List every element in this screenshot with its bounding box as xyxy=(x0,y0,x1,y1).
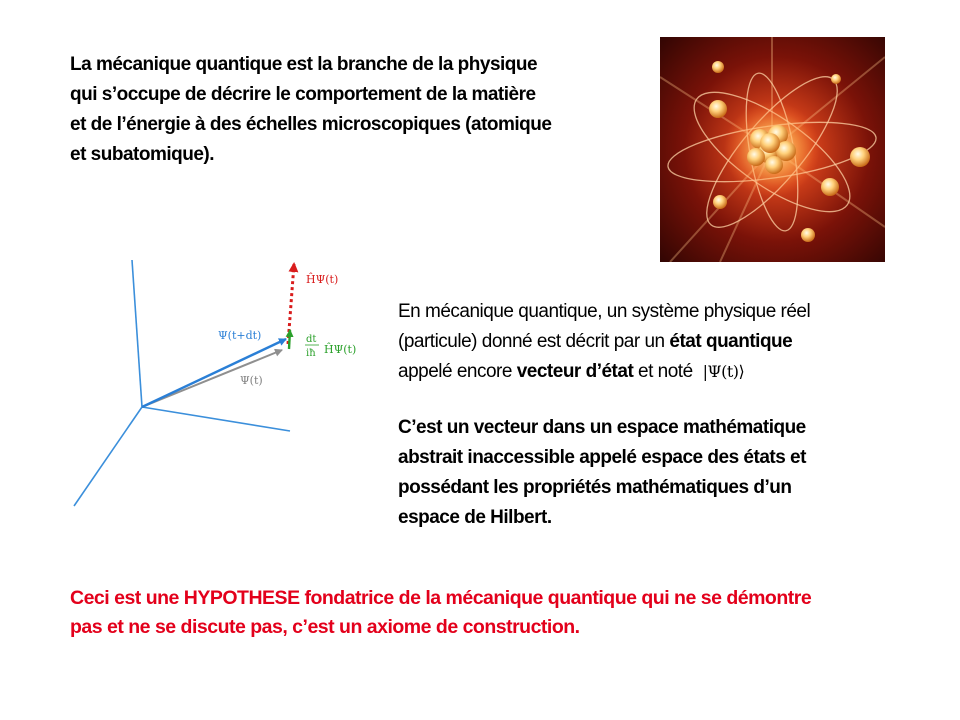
hypothesis-line: pas et ne se discute pas, c’est un axiome de construction. xyxy=(70,616,580,638)
green-vector xyxy=(289,330,290,349)
label-h-psi: ĤΨ(t) xyxy=(306,273,339,286)
state-line-3 xyxy=(398,357,918,387)
state-line-2 xyxy=(398,327,918,357)
vecteur-etat-term: vecteur d’état xyxy=(516,361,634,382)
intro-line: et de l’énergie à des échelles microscopiques (atomique xyxy=(70,114,552,135)
state-text: En mécanique quantique, un système physique réel xyxy=(398,301,811,322)
hilbert-line-2 xyxy=(398,443,918,473)
label-dt: dt xyxy=(306,334,317,345)
hilbert-paragraph xyxy=(398,413,918,533)
label-psi-t: Ψ(t) xyxy=(240,374,263,387)
hilbert-text: espace de Hilbert. xyxy=(398,507,552,528)
hypothesis-statement xyxy=(70,584,910,642)
intro-line: qui s’occupe de décrire le comportement de la matière xyxy=(70,84,536,105)
state-line-1 xyxy=(398,297,918,327)
intro-line: et subatomique). xyxy=(70,144,215,165)
espace-des-etats-term: espace des états xyxy=(641,447,786,468)
label-h-psi-small: ĤΨ(t) xyxy=(324,343,357,356)
hypothesis-line: Ceci est une HYPOTHESE fondatrice de la mécanique quantique qui ne se démontre xyxy=(70,587,812,609)
etat-quantique-term: état quantique xyxy=(669,331,793,352)
state-paragraph xyxy=(398,297,918,387)
hilbert-text: abstrait inaccessible appelé xyxy=(398,447,642,468)
ket-notation: |Ψ(t)⟩ xyxy=(702,362,745,381)
hilbert-line-3 xyxy=(398,473,918,503)
psi-t-dt-vector xyxy=(142,339,286,407)
hilbert-text: possédant les propriétés mathématiques d’un xyxy=(398,477,792,498)
state-text: et noté xyxy=(633,361,693,382)
label-psi-t-dt: Ψ(t+dt) xyxy=(218,329,262,342)
intro-line: La mécanique quantique est la branche de la physique xyxy=(70,54,538,75)
hilbert-line-1 xyxy=(398,413,918,443)
hilbert-text: C’est un vecteur dans un espace mathématique xyxy=(398,417,806,438)
label-ih: iħ xyxy=(306,348,316,359)
state-text: (particule) donné est décrit par un xyxy=(398,331,670,352)
hilbert-line-4 xyxy=(398,503,918,533)
intro-paragraph xyxy=(70,50,630,170)
hilbert-text: et xyxy=(785,447,806,468)
state-text: appelé encore xyxy=(398,361,517,382)
state-vector-diagram xyxy=(60,250,380,515)
atom-image xyxy=(660,37,885,262)
